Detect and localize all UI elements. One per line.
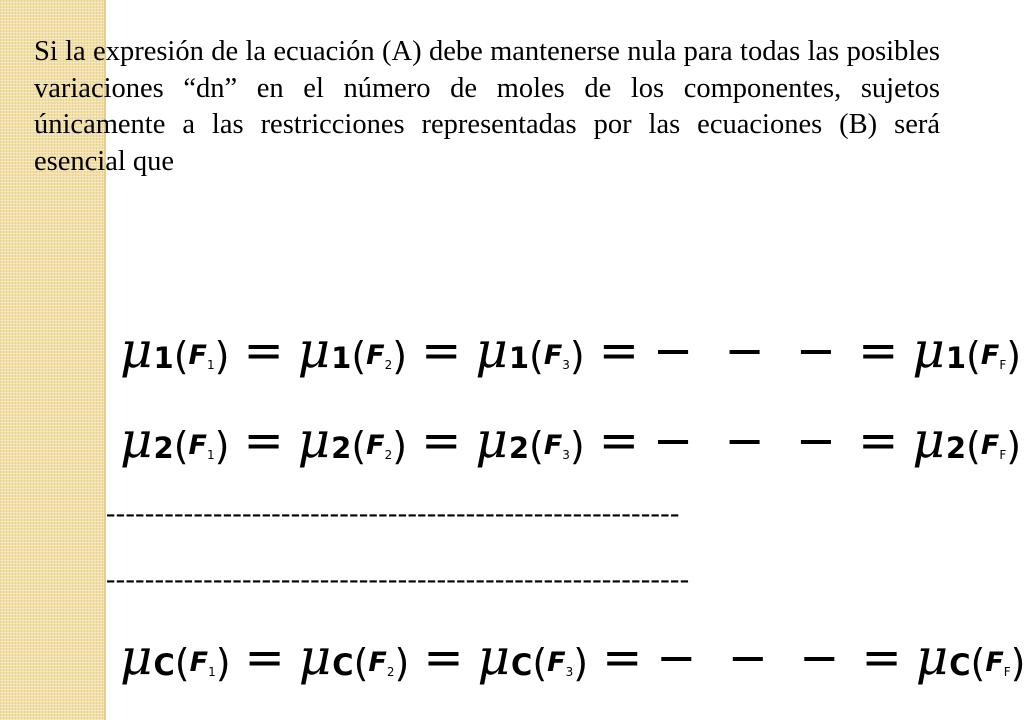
component-index: 1	[331, 341, 352, 375]
mu-symbol: μ	[120, 321, 153, 379]
phase-label: F3	[543, 340, 570, 372]
component-index: 2	[331, 431, 352, 465]
equals-sign: =	[421, 323, 462, 379]
phase-label: F1	[188, 430, 215, 462]
dashed-separator-1: -----------------------------------------------------------	[106, 498, 680, 529]
mu-symbol: μ	[298, 628, 332, 686]
equals-sign: =	[858, 323, 899, 379]
mu-symbol: μ	[912, 321, 945, 379]
component-index: C	[511, 648, 533, 682]
component-index: 1	[508, 341, 529, 375]
component-index: C	[332, 648, 354, 682]
equals-sign: =	[858, 413, 899, 469]
mu-symbol: μ	[297, 411, 331, 469]
phase-label: FF	[980, 430, 1007, 462]
chemical-potential-term: μ 1 ( F1 )	[120, 321, 230, 379]
phase-label: F1	[188, 340, 215, 372]
chemical-potential-term: μ 1 ( F3 )	[475, 321, 585, 379]
component-index: C	[949, 648, 971, 682]
chemical-potential-term: μ 2 ( F1 )	[120, 411, 230, 469]
mu-symbol: μ	[912, 411, 945, 469]
chemical-potential-term: μ 2 ( F2 )	[297, 411, 408, 469]
dashed-separator-2: ------------------------------------------------------------	[106, 564, 690, 595]
phase-label: F2	[368, 647, 395, 679]
chemical-potential-term: μ 1 ( F2 )	[297, 321, 408, 379]
component-index: 2	[945, 431, 967, 465]
chemical-potential-term: μ C ( FF )	[915, 628, 1026, 686]
equation-row-3	[120, 612, 1026, 686]
mu-symbol: μ	[477, 628, 511, 686]
mu-symbol: μ	[297, 321, 331, 379]
equals-sign: =	[598, 323, 639, 379]
mu-symbol: μ	[475, 411, 508, 469]
mu-symbol: μ	[120, 628, 153, 686]
phase-label: F2	[366, 340, 393, 372]
phase-label: FF	[980, 340, 1007, 372]
equals-sign: =	[244, 630, 285, 686]
chemical-potential-term: μ 1 ( FF )	[912, 321, 1022, 379]
component-index: C	[153, 648, 175, 682]
ellipsis-dashes: − − −	[652, 323, 845, 379]
chemical-potential-term: μ 2 ( FF )	[912, 411, 1022, 469]
mu-symbol: μ	[475, 321, 508, 379]
equals-sign: =	[598, 413, 639, 469]
equals-sign: =	[423, 630, 464, 686]
phase-label: F2	[366, 430, 393, 462]
mu-symbol: μ	[915, 628, 949, 686]
mu-symbol: μ	[120, 411, 153, 469]
body-paragraph: Si la expresión de la ecuación (A) debe mantenerse nula para todas las posibles variaciones “dn” en el número de moles de los componentes, sujetos únicamente a las restricciones representadas por las ecuaciones (B) será esencial que	[34, 36, 940, 177]
equation-row-2	[120, 395, 1022, 469]
phase-label: F1	[189, 647, 216, 679]
component-index: 2	[153, 431, 174, 465]
equals-sign: =	[602, 630, 643, 686]
equals-sign: =	[243, 413, 284, 469]
chemical-potential-term: μ 2 ( F3 )	[475, 411, 585, 469]
chemical-potential-term: μ C ( F2 )	[298, 628, 410, 686]
phase-label: F3	[547, 647, 574, 679]
equals-sign: =	[243, 323, 284, 379]
component-index: 1	[153, 341, 174, 375]
equals-sign: =	[861, 630, 902, 686]
equation-row-1	[120, 305, 1022, 379]
chemical-potential-term: μ C ( F3 )	[477, 628, 589, 686]
phase-label: F3	[543, 430, 570, 462]
equals-sign: =	[421, 413, 462, 469]
component-index: 1	[945, 341, 967, 375]
chemical-potential-term: μ C ( F1 )	[120, 628, 231, 686]
ellipsis-dashes: − − −	[656, 630, 848, 686]
ellipsis-dashes: − − −	[652, 413, 845, 469]
component-index: 2	[508, 431, 529, 465]
phase-label: FF	[985, 647, 1011, 679]
